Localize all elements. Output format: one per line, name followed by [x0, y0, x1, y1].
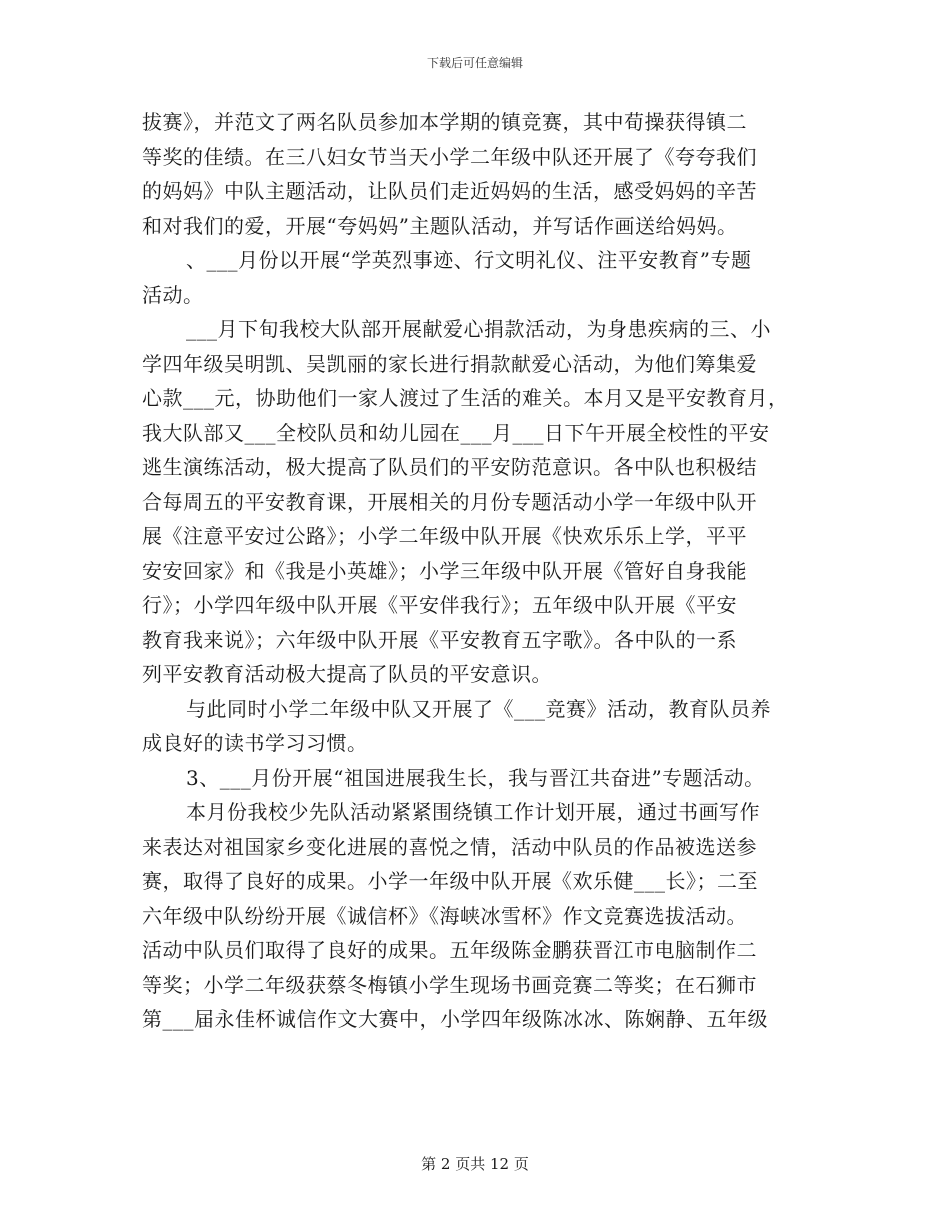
text-line: 教育我来说》；六年级中队开展《平安教育五字歌》。各中队的一系	[142, 627, 737, 652]
text-line: ___月下旬我校大队部开展献爱心捐款活动，为身患疾病的三、小	[186, 317, 771, 341]
document-body	[142, 105, 812, 1037]
text-line: 展《注意平安过公路》；小学二年级中队开展《快欢乐乐上学，平平	[142, 524, 747, 548]
text-line: 拔赛》，并范文了两名队员参加本学期的镇竞赛，其中荀操获得镇二	[142, 110, 747, 134]
text-line: 的妈妈》中队主题活动，让队员们走近妈妈的生活，感受妈妈的辛苦	[142, 179, 757, 203]
text-line: 安安回家》和《我是小英雄》；小学三年级中队开展《管好自身我能	[142, 558, 747, 583]
text-line: 与此同时小学二年级中队又开展了《___竞赛》活动，教育队员养	[186, 696, 771, 721]
text-line: 等奖的佳绩。在三八妇女节当天小学二年级中队还开展了《夸夸我们	[142, 144, 757, 169]
page-number: 第 2 页共 12 页	[421, 1155, 529, 1173]
text-line: 、___月份以开展“学英烈事迹、行文明礼仪、注平安教育”专题	[186, 248, 752, 272]
text-line: 等奖；小学二年级获蔡冬梅镇小学生现场书画竞赛二等奖；在石狮市	[142, 972, 757, 997]
text-line: 和对我们的爱，开展“夸妈妈”主题队活动，并写话作画送给妈妈。	[142, 213, 738, 238]
text-line: 列平安教育活动极大提高了队员的平安意识。	[142, 662, 552, 686]
text-line: 本月份我校少先队活动紧紧围绕镇工作计划开展，通过书画写作	[186, 800, 760, 824]
text-line: 六年级中队纷纷开展《诚信杯》《海峡冰雪杯》作文竞赛选拔活动。	[142, 903, 747, 928]
text-line: 逃生演练活动，极大提高了队员们的平安防范意识。各中队也积极结	[142, 455, 757, 479]
text-line: 活动中队员们取得了良好的成果。五年级陈金鹏获晋江市电脑制作二	[142, 938, 757, 962]
text-line: 活动。	[142, 282, 204, 307]
text-line: 第___届永佳杯诚信作文大赛中，小学四年级陈冰冰、陈娴静、五年级	[142, 1007, 768, 1031]
text-line: 行》；小学四年级中队开展《平安伴我行》；五年级中队开展《平安	[142, 593, 737, 617]
text-line: 赛，取得了良好的成果。小学一年级中队开展《欢乐健___长》；二至	[142, 869, 758, 893]
text-line: 我大队部又___全校队员和幼儿园在___月___日下午开展全校性的平安	[142, 420, 770, 445]
text-line: 学四年级吴明凯、吴凯丽的家长进行捐款献爱心活动，为他们筹集爱	[142, 351, 757, 376]
text-line: 合每周五的平安教育课，开展相关的月份专题活动小学一年级中队开	[142, 489, 757, 514]
text-line: 3、___月份开展“祖国进展我生长，我与晋江共奋进”专题活动。	[186, 765, 765, 790]
header-note: 下载后可任意编辑	[426, 56, 523, 70]
text-line: 成良好的读书学习习惯。	[142, 731, 368, 755]
text-line: 心款___元，协助他们一家人渡过了生活的难关。本月又是平安教育月，	[142, 386, 789, 410]
text-line: 来表达对祖国家乡变化进展的喜悦之情，活动中队员的作品被选送参	[142, 834, 757, 859]
